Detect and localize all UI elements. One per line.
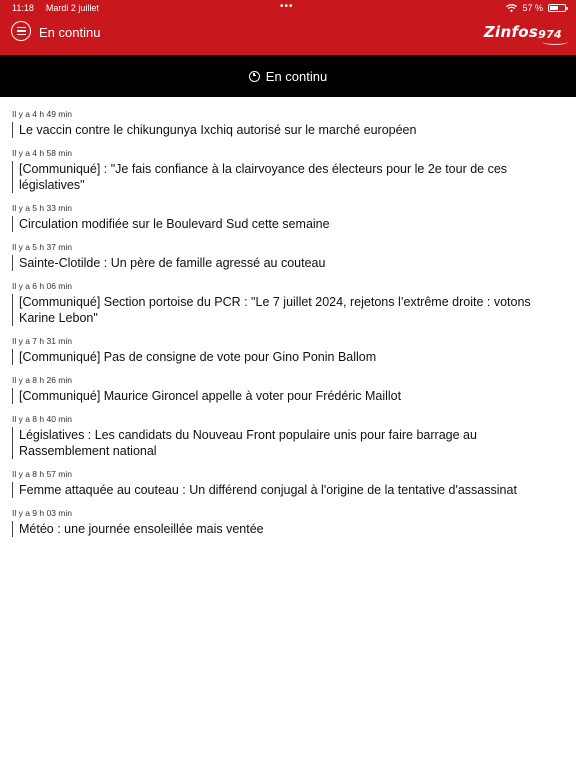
hamburger-icon-line <box>17 34 26 36</box>
article-title-link[interactable]: Femme attaquée au couteau : Un différend conjugal à l'origine de la tentative d'assassinat <box>12 482 552 498</box>
article-title-link[interactable]: Météo : une journée ensoleillée mais ventée <box>12 521 552 537</box>
article-time: Il y a 4 h 58 min <box>12 148 73 158</box>
list-item[interactable] <box>12 241 552 271</box>
hamburger-icon-line <box>17 30 26 32</box>
logo-text: Zinfos <box>483 23 539 41</box>
battery-icon <box>548 4 566 12</box>
article-title-link[interactable]: Le vaccin contre le chikungunya Ixchiq autorisé sur le marché européen <box>12 122 552 138</box>
article-time: Il y a 4 h 49 min <box>12 109 73 119</box>
status-left <box>12 3 111 13</box>
hamburger-icon-line <box>17 27 26 29</box>
list-item[interactable] <box>12 335 552 365</box>
list-item[interactable] <box>12 147 552 193</box>
battery-fill <box>550 6 558 10</box>
list-item[interactable] <box>12 507 552 537</box>
article-title-link[interactable]: Sainte-Clotilde : Un père de famille agressé au couteau <box>12 255 552 271</box>
article-time: Il y a 5 h 37 min <box>12 242 73 252</box>
wifi-icon <box>506 4 517 12</box>
article-time: Il y a 8 h 40 min <box>12 414 73 424</box>
app-header <box>0 16 576 55</box>
article-title-link[interactable]: Législatives : Les candidats du Nouveau Front populaire unis pour faire barrage au Rassemblement national <box>12 427 552 459</box>
article-title-link[interactable]: [Communiqué] Maurice Gironcel appelle à voter pour Frédéric Maillot <box>12 388 552 404</box>
battery-percent: 57 % <box>522 3 543 13</box>
section-header <box>0 55 576 97</box>
site-logo[interactable] <box>484 23 562 41</box>
list-item[interactable] <box>12 468 552 498</box>
article-title-link[interactable]: [Communiqué] Pas de consigne de vote pour Gino Ponin Ballom <box>12 349 552 365</box>
list-item[interactable] <box>12 108 552 138</box>
article-title-link[interactable]: Circulation modifiée sur le Boulevard Sud cette semaine <box>12 216 552 232</box>
multitasking-dots-icon[interactable]: ••• <box>280 1 294 12</box>
header-title: En continu <box>39 25 101 40</box>
article-list <box>12 108 552 546</box>
clock-icon <box>249 71 260 82</box>
logo-suffix: 974 <box>538 28 562 41</box>
status-time: 11:18 <box>12 3 34 13</box>
list-item[interactable] <box>12 202 552 232</box>
status-date: Mardi 2 juillet <box>45 3 99 13</box>
list-item[interactable] <box>12 280 552 326</box>
article-time: Il y a 5 h 33 min <box>12 203 73 213</box>
list-item[interactable] <box>12 413 552 459</box>
status-right <box>506 3 566 13</box>
menu-button[interactable] <box>11 21 31 41</box>
article-time: Il y a 9 h 03 min <box>12 508 73 518</box>
article-time: Il y a 7 h 31 min <box>12 336 73 346</box>
list-item[interactable] <box>12 374 552 404</box>
article-title-link[interactable]: [Communiqué] : "Je fais confiance à la clairvoyance des électeurs pour le 2e tour de ces législatives" <box>12 161 552 193</box>
status-bar <box>0 0 576 16</box>
article-time: Il y a 8 h 26 min <box>12 375 73 385</box>
article-title-link[interactable]: [Communiqué] Section portoise du PCR : "Le 7 juillet 2024, rejetons l’extrême droite : votons Karine Lebon" <box>12 294 552 326</box>
section-title: En continu <box>265 68 328 84</box>
article-time: Il y a 8 h 57 min <box>12 469 73 479</box>
article-time: Il y a 6 h 06 min <box>12 281 73 291</box>
